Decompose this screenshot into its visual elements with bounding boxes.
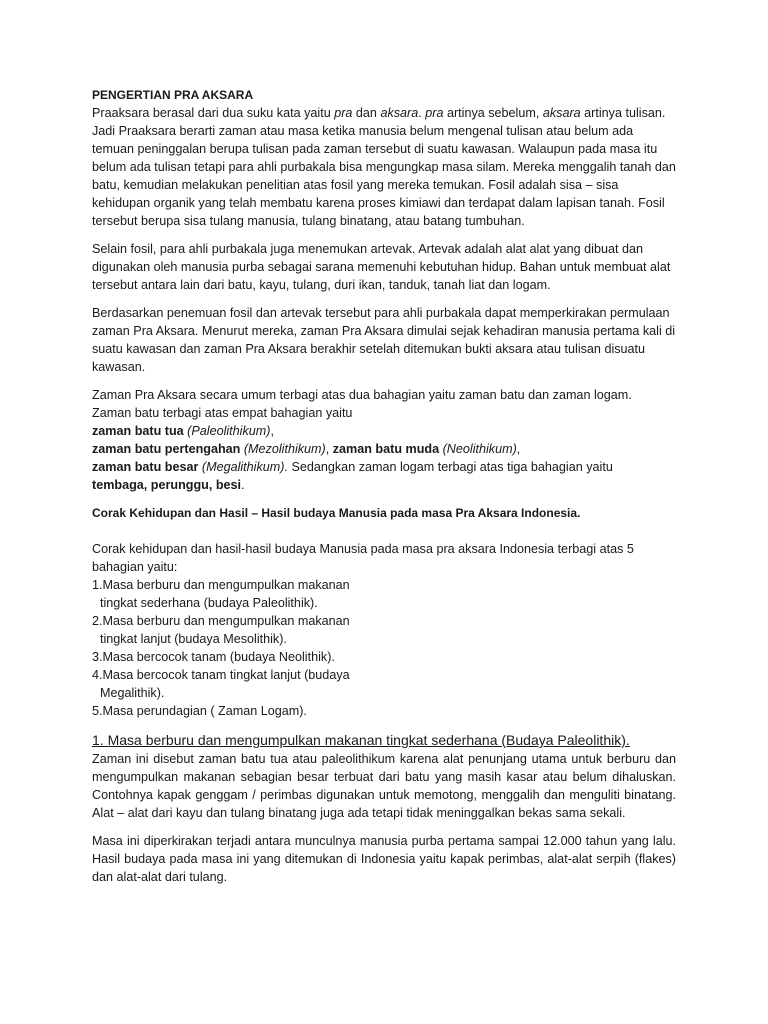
paragraph-corak: Corak kehidupan dan hasil-hasil budaya Manusia pada masa pra aksara Indonesia terbagi atas 5 bahagian yaitu: (92, 542, 634, 574)
bold-term: zaman batu muda (332, 442, 440, 456)
text-span: , (270, 424, 274, 438)
document-body (92, 86, 676, 886)
list-item (92, 648, 676, 666)
paragraph-paleolithik: Zaman ini disebut zaman batu tua atau paleolithikum karena alat penunjang utama untuk berburu dan mengumpulkan makanan sebagian besar terbuat dari batu yang masih kasar atau belum dihaluskan. Contohnya kapak genggam / perimbas digunakan untuk memotong, menggalih dan menguliti binatang. Alat – alat dari kayu dan tulang binatang juga ada tetapi tidak meninggalkan bekas sama sekali. (92, 752, 676, 820)
list-item-line: tingkat lanjut (budaya Mesolithik). (100, 632, 287, 646)
bold-term: zaman batu besar (92, 460, 199, 474)
paragraph-pembagian-zaman (92, 386, 676, 494)
text-span: artinya sebelum, (443, 106, 543, 120)
empty-line (92, 522, 676, 540)
list-item-line: 5.Masa perundagian ( Zaman Logam). (92, 704, 307, 718)
italic-term: (Paleolithikum) (187, 424, 271, 438)
italic-term: aksara (380, 106, 419, 120)
text-span: Sedangkan zaman logam terbagi atas tiga bahagian yaitu (287, 460, 613, 474)
text-span: , (325, 442, 333, 456)
text-line (92, 476, 676, 494)
text-line (92, 440, 676, 458)
italic-term: pra (425, 106, 444, 120)
bold-term: zaman batu pertengahan (92, 442, 241, 456)
section-title-paleolithik: 1. Masa berburu dan mengumpulkan makanan tingkat sederhana (Budaya Paleolithik). (92, 732, 630, 748)
text-span: artinya tulisan. Jadi Praaksara berarti zaman atau masa ketika manusia belum mengenal tulisan atau belum ada temuan peninggalan berupa tulisan pada zaman tersebut di suatu kawasan. Walaupun pada masa itu belum ada tulisan tetapi para ahli purbakala bisa mengungkap masa silam. Mereka menggalih tanah dan batu, kemudian melakukan penelitian atas fosil yang mereka temukan. Fosil adalah sisa – sisa kehidupan organik yang telah membatu karena proses kimiawi dan terdapat dalam lapisan tanah. Fosil tersebut berupa sisa tulang manusia, tulang binatang, atau batang tumbuhan. (92, 106, 676, 228)
text-line (92, 422, 676, 440)
italic-term: (Neolithikum) (442, 442, 517, 456)
section-heading-corak: Corak Kehidupan dan Hasil – Hasil budaya Manusia pada masa Pra Aksara Indonesia. (92, 506, 581, 520)
text-line: Zaman batu terbagi atas empat bahagian yaitu (92, 406, 353, 420)
list-item-line: 1.Masa berburu dan mengumpulkan makanan (92, 578, 350, 592)
text-span: , (516, 442, 521, 456)
text-line: Zaman Pra Aksara secara umum terbagi atas dua bahagian yaitu zaman batu dan zaman logam. (92, 388, 632, 402)
bold-term: zaman batu tua (92, 424, 184, 438)
text-span: . (418, 106, 426, 120)
italic-term: (Megalithikum). (201, 460, 288, 474)
numbered-list (92, 576, 676, 720)
italic-term: aksara (542, 106, 581, 120)
list-item-line: Megalithik). (100, 686, 165, 700)
text-line (92, 458, 676, 476)
list-item-line: 3.Masa bercocok tanam (budaya Neolithik). (92, 650, 335, 664)
document-title: PENGERTIAN PRA AKSARA (92, 88, 254, 102)
italic-term: pra (334, 106, 353, 120)
paragraph-pengertian (92, 104, 676, 230)
italic-term: (Mezolithikum) (243, 442, 326, 456)
list-item (92, 576, 676, 612)
paragraph-artevak: Selain fosil, para ahli purbakala juga menemukan artevak. Artevak adalah alat alat yang dibuat dan digunakan oleh manusia purba sebagai sarana memenuhi kebutuhan hidup. Bahan untuk membuat alat tersebut antara lain dari batu, kayu, tulang, duri ikan, tanduk, tanah liat dan logam. (92, 242, 671, 292)
text-span: dan (352, 106, 381, 120)
list-item (92, 612, 676, 648)
text-span: . (241, 478, 245, 492)
paragraph-paleolithik-periode: Masa ini diperkirakan terjadi antara munculnya manusia purba pertama sampai 12.000 tahun yang lalu. Hasil budaya pada masa ini yang ditemukan di Indonesia yaitu kapak perimbas, alat-alat serpih (flakes) dan alat-alat dari tulang. (92, 834, 676, 884)
text-span: Praaksara berasal dari dua suku kata yaitu (92, 106, 335, 120)
list-item-line: 2.Masa berburu dan mengumpulkan makanan (92, 614, 350, 628)
list-item (92, 666, 676, 702)
list-item (92, 702, 676, 720)
bold-term: tembaga, perunggu, besi (92, 478, 242, 492)
list-item-line: 4.Masa bercocok tanam tingkat lanjut (budaya (92, 668, 350, 682)
paragraph-permulaan: Berdasarkan penemuan fosil dan artevak tersebut para ahli purbakala dapat memperkirakan permulaan zaman Pra Aksara. Menurut mereka, zaman Pra Aksara dimulai sejak kehadiran manusia pertama kali di suatu kawasan dan zaman Pra Aksara berakhir setelah ditemukan bukti aksara atau tulisan disuatu kawasan. (92, 306, 676, 374)
list-item-line: tingkat sederhana (budaya Paleolithik). (100, 596, 318, 610)
